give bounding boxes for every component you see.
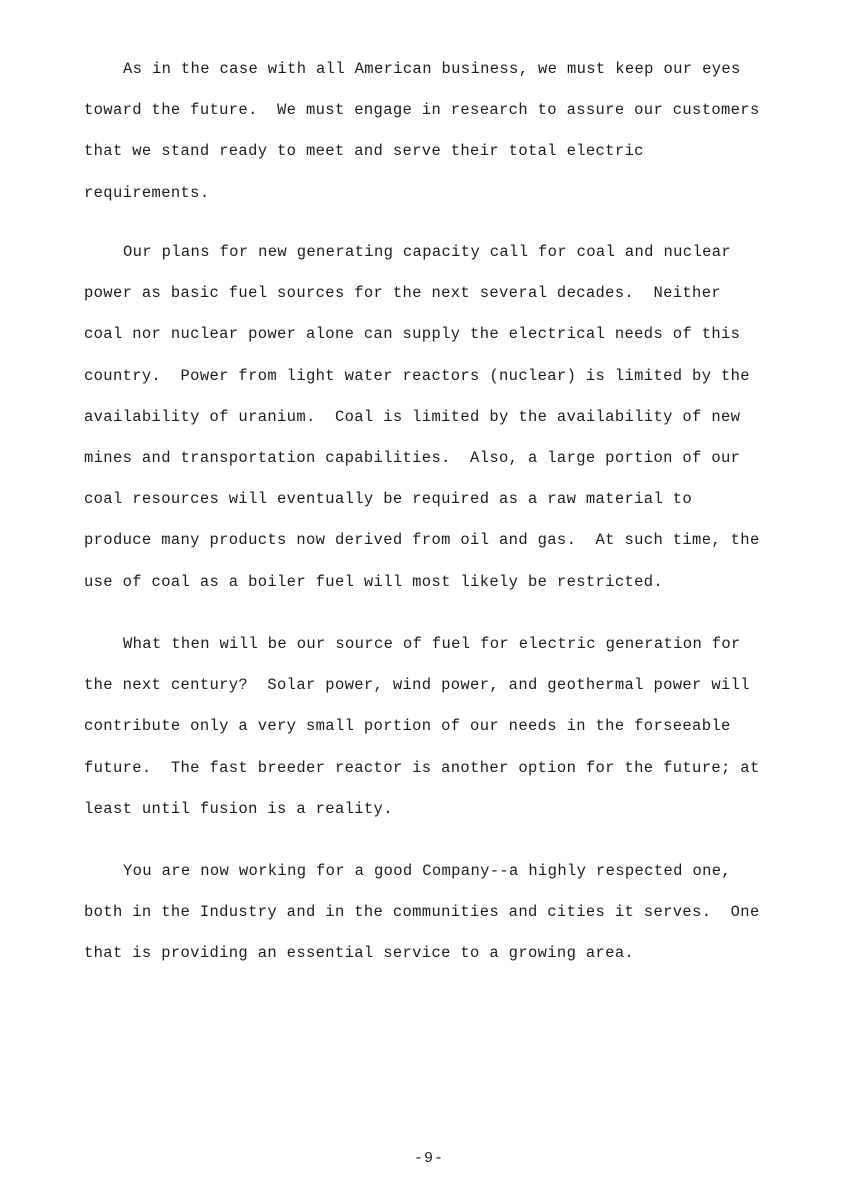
text-line: toward the future. We must engage in research to assure our customers	[84, 101, 760, 120]
text-line: What then will be our source of fuel for electric generation for	[123, 635, 741, 653]
text-line: As in the case with all American business, we must keep our eyes	[123, 60, 741, 78]
text-line: future. The fast breeder reactor is another option for the future; at	[84, 758, 760, 777]
text-line: country. Power from light water reactors (nuclear) is limited by the	[84, 366, 750, 385]
paragraph-fuel-source	[84, 624, 804, 830]
text-line: power as basic fuel sources for the next several decades. Neither	[84, 284, 721, 303]
paragraph-company	[84, 851, 804, 975]
text-line: coal nor nuclear power alone can supply the electrical needs of this	[84, 325, 741, 344]
page-number: -9-	[413, 1150, 444, 1167]
text-line: Our plans for new generating capacity call for coal and nuclear	[123, 243, 732, 261]
text-line: both in the Industry and in the communities and cities it serves. One	[84, 903, 760, 922]
text-line: mines and transportation capabilities. Also, a large portion of our	[84, 448, 741, 467]
text-line: produce many products now derived from oil and gas. At such time, the	[84, 531, 760, 550]
text-line: that is providing an essential service to a growing area.	[84, 944, 635, 963]
text-line: contribute only a very small portion of our needs in the forseeable	[84, 717, 731, 736]
text-line: coal resources will eventually be required as a raw material to	[84, 490, 693, 509]
text-line: availability of uranium. Coal is limited by the availability of new	[84, 407, 741, 426]
text-line: You are now working for a good Company--a highly respected one,	[123, 862, 732, 880]
text-line: the next century? Solar power, wind power, and geothermal power will	[84, 676, 750, 695]
text-line: least until fusion is a reality.	[84, 799, 393, 818]
paragraph-generating-capacity	[84, 232, 804, 603]
paragraph-future-research	[84, 49, 804, 214]
text-line: that we stand ready to meet and serve their total electric	[84, 142, 644, 161]
text-line: requirements.	[84, 183, 210, 202]
text-line: use of coal as a boiler fuel will most likely be restricted.	[84, 572, 664, 591]
